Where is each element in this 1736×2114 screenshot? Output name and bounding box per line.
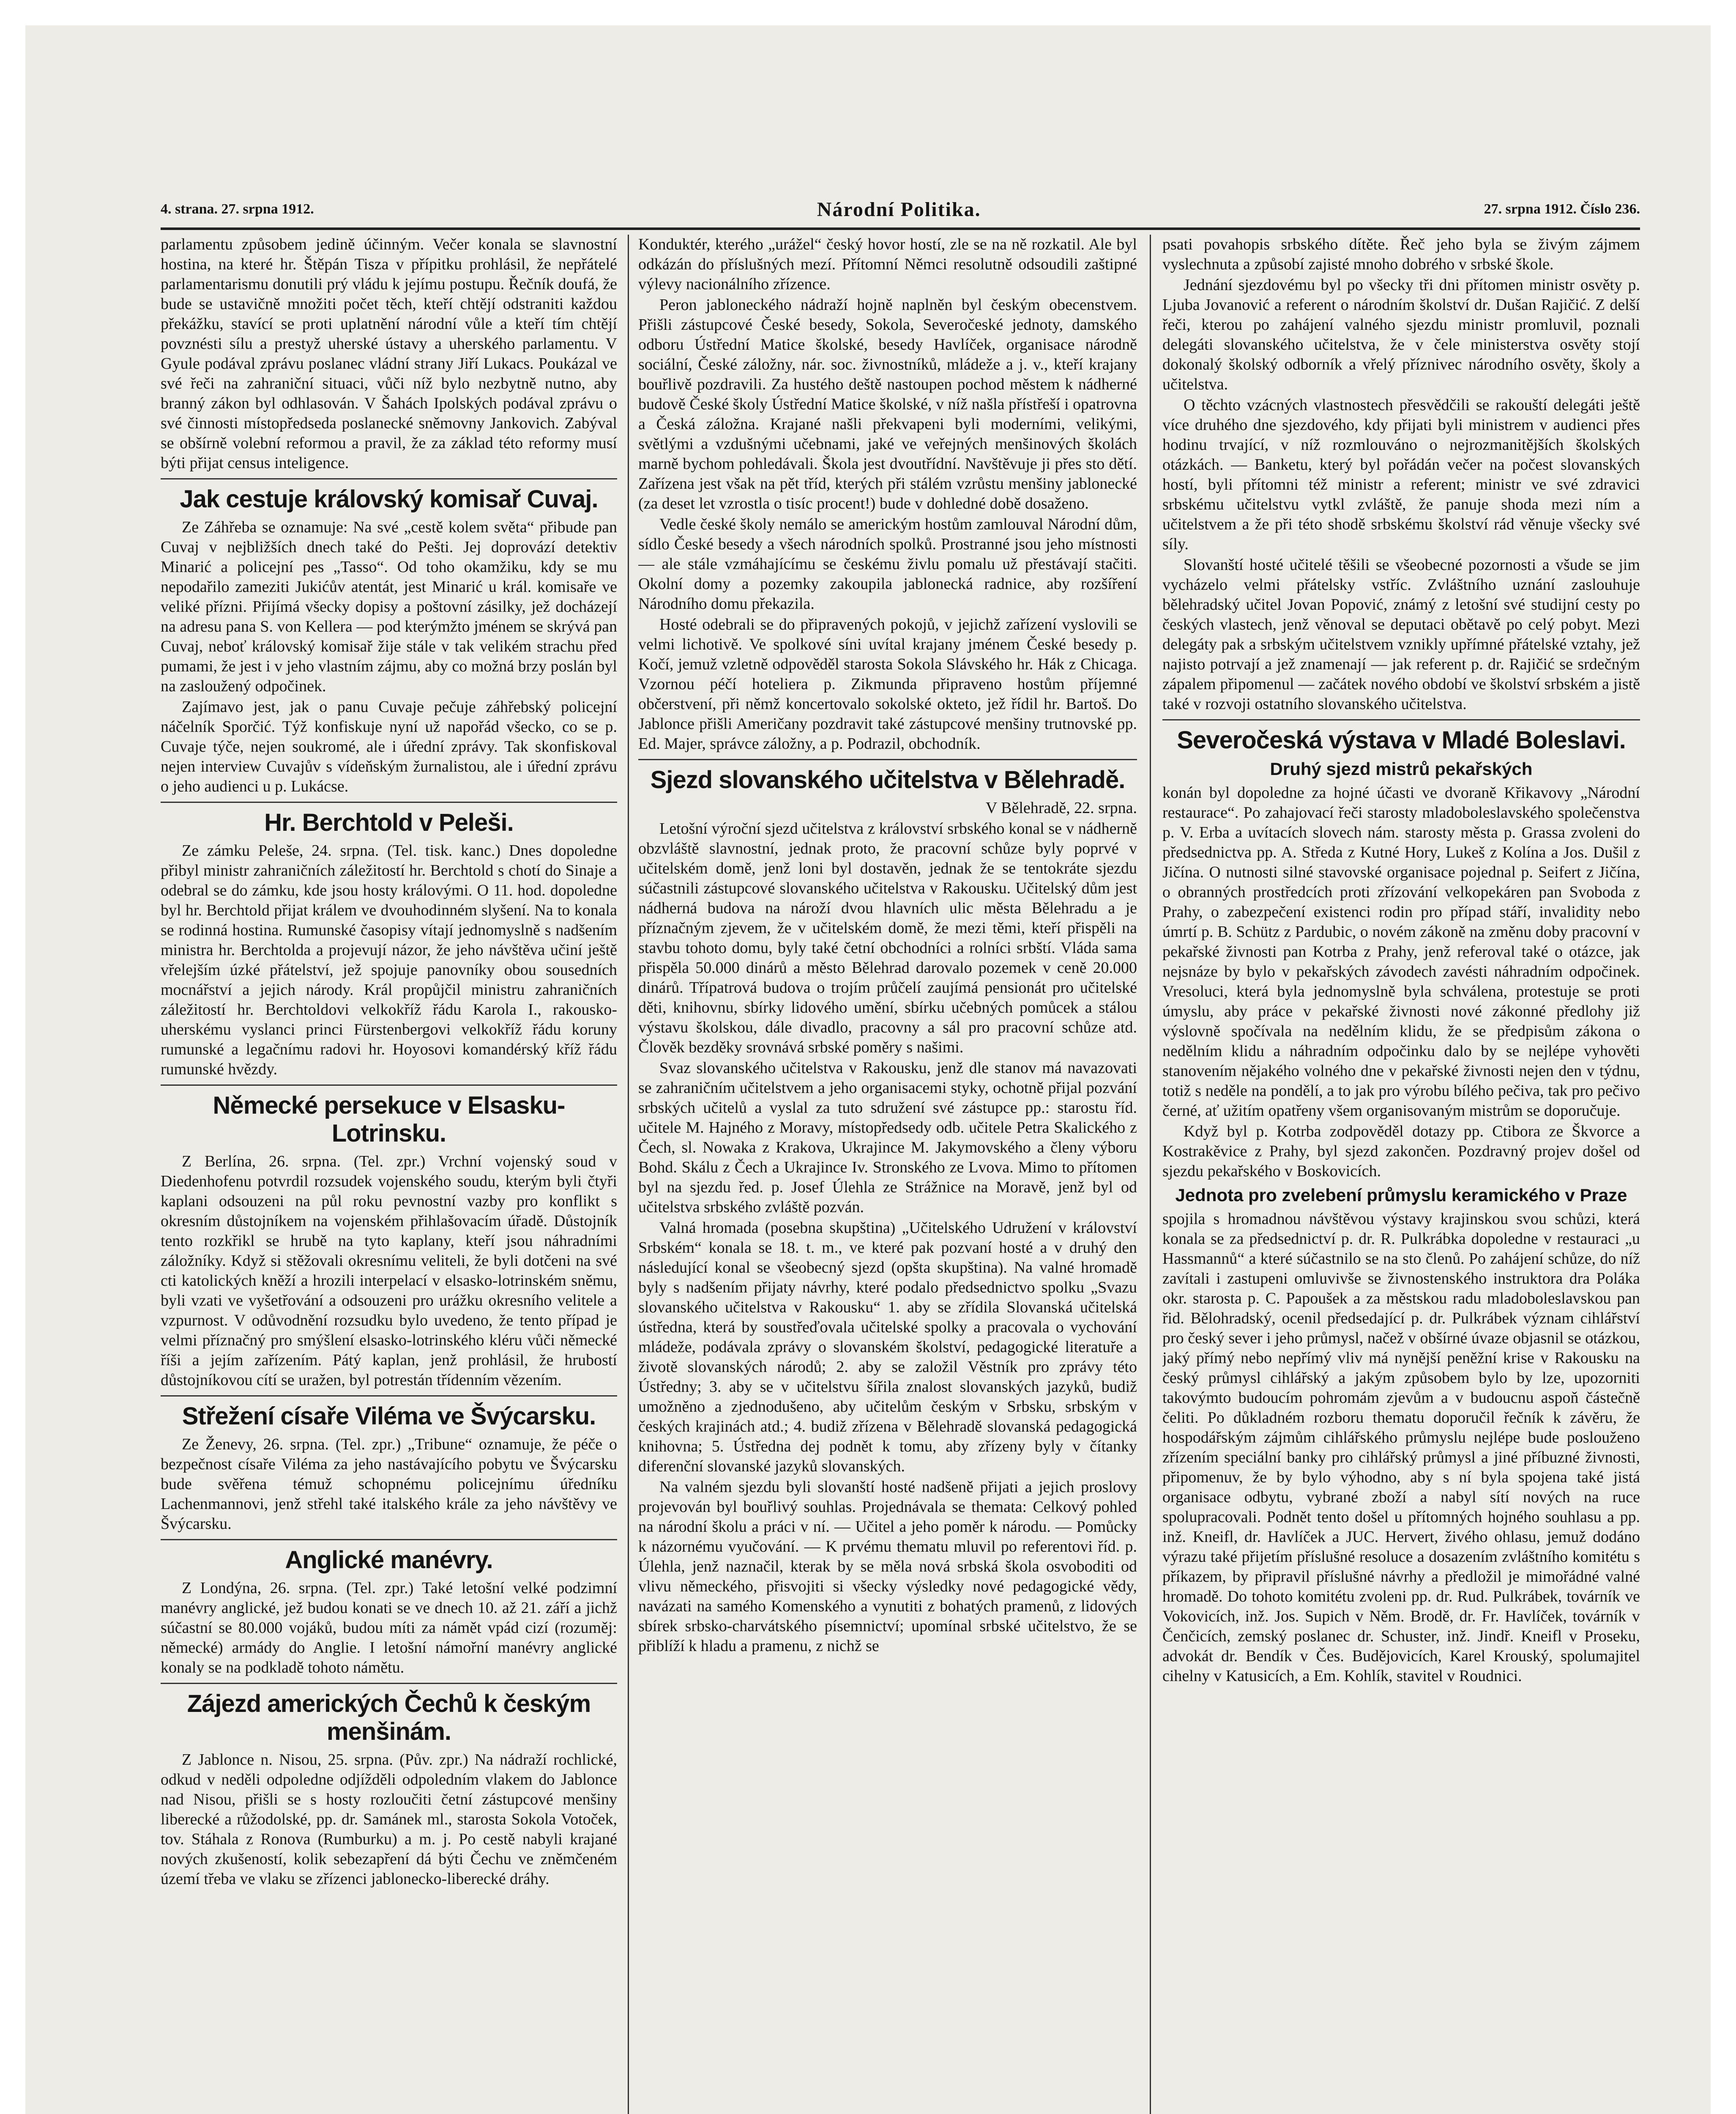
paragraph: Peron jabloneckého nádraží hojně naplněn byl českým obecenstvem. Přišli zástupcové České besedy, Sokola, Severočeské jednoty, damského odboru Ústřední Matice školské, besedy Havlíček, organisace národně sociální, České záložny, nár. soc. živnostníků, mládeže a j. v., kteří krajany bouřlivě pozdravili. Za hustého deště nastoupen pochod městem k nádherné budově České školy Ústřední Matice školské, v níž našla přístřeší i opatrovna a Česká záložna. Krajané našli překvapeni byli moderními, velikými, světlými a vzdušnými učebnami, jaké ve veřejných menšinových školách marně bychom pohledávali. Škola jest dvoutřídní. Navštěvuje ji přes sto dětí. Zařízena jest však na pět tříd, kterých při stálém vzrůstu menšiny jablonecké (za deset let vzrostla o tisíc procent!) bude v dohledné době dosaženo. <box>638 296 1137 512</box>
paragraph: Ze Záhřeba se oznamuje: Na své „cestě kolem světa“ přibude pan Cuvaj v nejbližších dnech také do Pešti. Jej doprovází detektiv Minarić a policejní pes „Tasso“. Od toho okamžiku, kdy se mu nepodařilo zameziti Jukićův atentát, jest Minarić u král. komisaře ve veliké přízni. Přijímá všecky dopisy a poštovní zásilky, jež docházejí na adresu pana S. von Kellera — pod kterýmžto jménem se skrývá pan Cuvaj, neboť královský komisař žije stále v tak velikém strachu před pumami, že jest i v jeho vlastním zájmu, aby co možná brzy poslán byl na zasloužený odpočinek. <box>161 518 617 695</box>
subheadline-pekari: Druhý sjezd mistrů pekařských <box>1270 759 1533 779</box>
paragraph: Ze zámku Peleše, 24. srpna. (Tel. tisk. kanc.) Dnes dopoledne přibyl ministr zahraničních záležitostí hr. Berchtold s chotí do Sinaje a odebral se do zámku, kde jsou hosty královými. O 11. hod. dopoledne byl hr. Berchtold přijat králem ve dvouhodinném slyšení. Na to konala se rodinná hostina. Rumunské časopisy vítají jednomyslně s nadšením ministra hr. Berchtolda a projevují názor, že jeho návštěva učiní ještě vřelejším úzké přátelství, jež spojuje panovníky obou sousedních mocnářství a jejich národy. Král propůjčil ministru zahraničních záležitostí hr. Berchtoldovi velkokříž řádu Karola I., rakousko-uherskému vyslanci princi Fürstenbergovi velkokříž řádu koruny rumunské a legačnímu radovi hr. Hoyosovi komandérský kříž řádu rumunské hvězdy. <box>161 842 617 1078</box>
paragraph: Jednání sjezdovému byl po všecky tři dni přítomen ministr osvěty p. Ljuba Jovanović a referent o národním školství dr. Dušan Rajičić. Z delší řeči, kterou po zahájení valného sjezdu ministr promluvil, poznali delegáti slovanského učitelstva, že v čele ministerstva osvěty stojí dokonalý školský odborník a vřelý příznivec národního osvěty, školy a učitelstva. <box>1162 276 1640 393</box>
headline-manevry: Anglické manévry. <box>285 1546 493 1574</box>
dateline: V Bělehradě, 22. srpna. <box>985 799 1137 817</box>
page-header <box>161 194 1640 224</box>
paragraph: Valná hromada (posebna skupština) „Učitelského Udružení v království Srbském“ konala se 18. t. m., ve které pak pozvaní hosté a v druhý den následující konal se všeobecný sjezd (opšta skupština). Na valné hromadě byly s nadšením přijaty návrhy, které podalo předsednictvo spolku „Svazu slovanského učitelstva v Rakousku“ 1. aby se zřídila Slovanská učitelská ústředna, která by soustřeďovala učitelské spolky a pracovala o vychování mládeže, podávala zprávy o slovanském školství, pedagogické literatuře a životě slovanských národů; 2. aby se založil Věstník pro zprávy této Ústředny; 3. aby se v učitelstvu šířila znalost slovanských jazyků, budiž umožněno a zjednodušeno, aby učitelům českým v Srbsku, srbským v českých krajinách atd.; 4. budiž zřízena v Bělehradě slovanská pedagogická knihovna; 5. Ústředna dej podnět k tomu, aby zřízeny byly v čítanky diferenční slovanské jazyků slovanských. <box>638 1219 1137 1475</box>
column-separator <box>1150 235 1151 2114</box>
headline-zajezd: Zájezd amerických Čechů k českým menšinám. <box>187 1690 591 1745</box>
newspaper-page <box>25 25 1711 2114</box>
paragraph: Letošní výroční sjezd učitelstva z království srbského konal se v nádherně obzvláště slavnostní, jednak proto, že pracovní schůze byly poprvé v učitelském domě, jenž loni byl dostavěn, jednak že se tentokráte sjezdu súčastnili zástupcové slovanského učitelstva v Rakousku. Učitelský dům jest nádherná budova na nároží dvou hlavních ulic města Bělehradu a je příznačným zjevem, že v učitelském domě, že mezi těmi, kteří přispěli na stavbu tohoto domu, byly také četní obchodníci a rolníci srbští. Vláda sama přispěla 50.000 dinárů a město Bělehrad darovalo pozemek v ceně 20.000 dinárů. Třípatrová budova o trojím průčelí zaujímá pensionát pro učitelské děti, knihovnu, sbírky lidového umění, sbírku učebných pomůcek a stálou výstavu školskou, dále divadlo, pracovny a sál pro pracovní schůze atd. Člověk bezděky srovnává srbské poměry s našimi. <box>638 820 1137 1056</box>
paragraph: Z Jablonce n. Nisou, 25. srpna. (Pův. zpr.) Na nádraží rochlické, odkud v neděli odpoledne odjížděli odpoledním vlakem do Jablonce nad Nisou, přišli se s hosty rozloučiti četní zástupcové menšiny liberecké a růžodolské, pp. dr. Samánek ml., starosta Sokola Votoček, tov. Stáhala z Ronova (Rumburku) a m. j. Po cestě nabyli krajané nových zkušeností, kolik sebezapření dá býti Čechu ve zněmčeném území třeba ve vlaku se zřízenci jablonecko-liberecké dráhy. <box>161 1751 617 1888</box>
divider <box>161 478 617 479</box>
paragraph: Konduktér, kterého „urážel“ český hovor hostí, zle se na ně rozkatil. Ale byl odkázán do příslušných mezí. Přítomní Němci resolutně odsoudili zaštipné výlevy nacionálního zřízence. <box>638 235 1137 293</box>
divider <box>638 759 1137 760</box>
paragraph: Zajímavo jest, jak o panu Cuvaje pečuje záhřebský policejní náčelník Sporčić. Týž konfiskuje nyní už napořád všecko, co se p. Cuvaje týče, nejen soukromé, ale i úřední zprávy. Tak skonfiskoval nejen interview Cuvajův s vídeňským žurnalistou, ale i úřední zprávu o jeho audienci u p. Lukácse. <box>161 698 617 795</box>
paragraph: Ze Ženevy, 26. srpna. (Tel. zpr.) „Tribune“ oznamuje, že péče o bezpečnost císaře Viléma za jeho nastávajícího pobytu ve Švýcarsku bude svěřena témuž schopnému policejnímu úředníku Lachenmannovi, jenž střehl také italského krále za jeho návštěvy ve Švýcarsku. <box>161 1435 617 1533</box>
column-2 <box>638 235 1137 2114</box>
paragraph: Vedle české školy nemálo se americkým hostům zamlouval Národní dům, sídlo České besedy a všech národních spolků. Prostranné jsou jeho místnosti — ale stále vzmáhajícímu se českému živlu pomalu už přestávají stačiti. Okolní domy a pozemky zakoupila jablonecká radnice, aby rozšíření Národního domu překazila. <box>638 515 1137 613</box>
headline-vilem: Střežení císaře Viléma ve Švýcarsku. <box>182 1402 596 1430</box>
headline-elsasko: Německé persekuce v Elsasku-Lotrinsku. <box>213 1092 565 1147</box>
headline-cuvaj: Jak cestuje královský komisař Cuvaj. <box>180 485 598 513</box>
column-separator <box>628 235 629 2114</box>
headline-sjezd: Sjezd slovanského učitelstva v Bělehradě. <box>650 766 1125 794</box>
paragraph: Hosté odebrali se do připravených pokojů, v jejichž zařízení vyslovili se velmi lichotivě. Ve spolkové síni uvítal krajany jménem České besedy p. Kočí, jemuž vzletně odpověděl starosta Sokola Slávského hr. Hák z Chicaga. Vzornou péčí hoteliera p. Zikmunda připraveno hostům příjemné občerstvení, při němž koncertovalo sokolské okteto, jež řídil hr. Bartoš. Do Jablonce přišli Američany pozdravit také zástupcové menšiny trutnovské pp. Ed. Majer, správce záložny, a p. Podrazil, obchodník. <box>638 616 1137 753</box>
column-1 <box>161 235 617 2114</box>
headline-vystava: Severočeská výstava v Mladé Boleslavi. <box>1177 726 1626 754</box>
divider <box>161 1683 617 1684</box>
paragraph: spojila s hromadnou návštěvou výstavy krajinskou svou schůzi, která konala se za předsednictví p. dr. R. Pulkrábka dopoledne v restauraci „u Hassmannů“ a které súčastnilo se na sto členů. Po zahájení schůze, do níž zavítali i zastupeni omluvivše se živnostenského instruktora dra Poláka okr. starosta p. C. Papoušek a za městskou radu mladoboleslavskou pan řid. Bělohradský, ocenil předsedající p. dr. Pulkrábek význam cihlářství pro český sever i jeho průmysl, načež v obšírné úvaze objasnil se otázkou, jaký přímý nebo nepřímý vliv má nynější peněžní krise v Rakousku na český průmysl cihlářský a jakým způsobem bylo by lze, upozorniti takovýmto budoucím pohromám zjevům a v budoucnu aspoň částečně čeliti. Po důkladném rozboru thematu doporučil řečník k závěru, že hospodářským zájmům cihlářského průmyslu nejlépe bude poslouženo zřízením speciální banky pro cihlářský průmysl a jiné příbuzné živnosti, připomenuv, že by bylo výhodno, aby s ní byla spojena také jistá organisace odbytu, vybrané zboží a nabyl sítí nových na ruce spolupracovali. Podnět tento došel u přítomných hojného souhlasu a pp. inž. Kneifl, dr. Havlíček a JUC. Hervert, živého ohlasu, jemuž dodáno výrazu také přijetím příslušné resoluce a dosazením zvláštního komitétu s příkazem, by připravil příslušné návrhy a předložil je mimořádné valné hromadě. Do tohoto komitétu zvoleni pp. dr. Rud. Pulkrábek, továrník ve Vokovicích, inž. Jos. Supich v Něm. Brodě, dr. Fr. Havlíček, továrník v Čenčicích, zemský poslanec dr. Schuster, inž. Jindř. Kneifl v Proseku, advokát dr. Bendík v Čes. Budějovicích, Karel Krouský, spolumajitel cihelny v Katusicích, a Em. Kohlík, stavitel v Roudnici. <box>1162 1210 1640 1685</box>
divider <box>161 1084 617 1086</box>
paragraph: parlamentu způsobem jedině účinným. Večer konala se slavnostní hostina, na které hr. Štěpán Tisza v přípitku prohlásil, že nepřátelé parlamentarismu donutili prý vládu k jejímu postupu. Řečník doufá, že bude se ustavičně množiti počet těch, kteří chtějí odstraniti každou překážku, stavící se proti uplatnění národní vůle a kteří tím chtějí povznésti sílu a prestyž uherské ústavy a uherského parlamentu. V Gyule podával zprávu poslanec vládní strany Jiří Lukacs. Poukázal ve své řeči na zahraniční situaci, vůči níž bylo nezbytně nutno, aby branný zákon byl odhlasován. V Šahách Ipolských podával zprávu o své činnosti místopředseda poslanecké sněmovny Jankovich. Zabýval se obšírně volební reformou a pravil, že za základ této reformy musí býti přijat census inteligence. <box>161 235 617 472</box>
column-3 <box>1162 235 1640 2114</box>
paragraph: Z Londýna, 26. srpna. (Tel. zpr.) Také letošní velké podzimní manévry anglické, jež budou konati se ve dnech 10. až 21. září a jichž súčastní se 80.000 vojáků, budou míti za námět vpád cizí (rozuměj: německé) armády do Anglie. I letošní námořní manévry anglické konaly se na podkladě tohoto námětu. <box>161 1579 617 1676</box>
header-left: 4. strana. 27. srpna 1912. <box>161 201 314 217</box>
header-right: 27. srpna 1912. Číslo 236. <box>1484 201 1640 217</box>
divider <box>161 802 617 803</box>
divider <box>1162 719 1640 720</box>
masthead-title: Národní Politika. <box>817 198 981 221</box>
paragraph: psati povahopis srbského dítěte. Řeč jeho byla se živým zájmem vyslechnuta a způsobí zajisté mnoho dobrého v srbské škole. <box>1162 235 1640 273</box>
paragraph: Když byl p. Kotrba zodpověděl dotazy pp. Ctibora ze Škvorce a Kostrakěvice z Prahy, byl sjezd zakončen. Pozdravný projev došel od sjezdu pekařského v Boskovicích. <box>1162 1123 1640 1180</box>
divider <box>161 1539 617 1540</box>
divider <box>161 1395 617 1397</box>
paragraph: O těchto vzácných vlastnostech přesvědčili se rakouští delegáti ještě více druhého dne sjezdového, kdy přijati byli ministrem v audienci přes hodinu trvající, v níž rozmlouváno o nejrozmanitějších školských otázkách. — Banketu, který byl pořádán večer na počest slovanských hostí, byli přítomni též ministr a referent; ministr ve své zdravici srbskému učitelstvu vytkl zvláště, že panuje shoda mezi ním a učitelstvem a že při této shodě srbskému školství rád věnuje všecky své síly. <box>1162 396 1640 553</box>
paragraph: konán byl dopoledne za hojné účasti ve dvoraně Křikavovy „Národní restaurace“. Po zahajovací řeči starosty mladoboleslavského společenstva p. V. Erba a uvítacích slovech nám. starosty města p. Grassa zvoleni do předsednictva pp. A. Středa z Kutné Hory, Lukeš z Kolína a Jos. Dušil z Jičína. O nutnosti silné stavovské organisace pojednal p. Seifert z Jičína, o obranných prostředcích proti zřízování velkopekáren pan Svoboda z Prahy, o zabezpečení existenci rodin pro případ stáří, invalidity nebo úmrtí p. B. Schütz z Pardubic, o novém zákoně na změnu doby pracovní v pekařské živnosti pan Kotrba z Prahy, jenž referoval také o otázce, jak nejsnáze by bylo v pekařských závodech zavésti náhradním odpočinek. Vresoluci, která byla jednomyslně byla schválena, protestuje se proti úmyslu, aby práce v pekařské živnosti nové zákonné předlohy již výslovně spočívala na nedělním klidu, že se předpisům zákona o nedělním klidu a náhradním odpočinku dalo by se nejlépe vyhověti stanovením nějakého volného dne v pekařské živnosti nejen den v týdnu, totiž s neděle na pondělí, a to jak pro výrobu bílého pečiva, tak pro pečivo černé, ať užitím opatřeny všem organisovaným mistrům se doporučuje. <box>1162 784 1640 1120</box>
paragraph: Z Berlína, 26. srpna. (Tel. zpr.) Vrchní vojenský soud v Diedenhofenu potvrdil rozsudek vojenského soudu, kterým byli čtyři kaplani odsouzeni na půl roku pevnostní vazby pro konflikt s okresním důstojníkem na vojenském přihlašovacím úřadě. Důstojník tento rozkřikl se hrubě na tyto kaplany, kteří jsou náhradními záložníky. Když si stěžovali okresnímu veliteli, že byli dotčeni na své cti katolických kněží a hrozili interpelací v elsasko-lotrinském sněmu, byli vzati ve vyšetřování a odsouzeni pro urážku okresního velitele a vzpurnost. V odůvodnění rozsudku bylo uvedeno, že tento případ je velmi příznačný pro smýšlení elsasko-lotrinského kléru vůči německé říši a jejím zařízením. Pátý kaplan, jenž prohlásil, že hrubostí důstojníkovou cítí se uražen, byl potrestán třídenním vězením. <box>161 1153 617 1389</box>
header-rule <box>161 227 1640 230</box>
paragraph: Svaz slovanského učitelstva v Rakousku, jenž dle stanov má navazovati se zahraničním učitelstvem a jeho organisacemi styky, ochotně přijal pozvání srbských učitelů a vyslal za tuto sdružení své zástupce pp.: starostu říd. učitele M. Hajného z Moravy, místopředsedy odb. učitele Petra Skalického z Čech, sl. Nowaka z Krakova, Ukrajince M. Jakymovského a členy výboru Bohd. Skálu z Čech a Ukrajince Iv. Stronského ze Lvova. Mimo to přítomen byl na sjezdu řed. p. Josef Úlehla ze Strážnice na Moravě, jenž byl od učitelstva srbského zvláště pozván. <box>638 1059 1137 1216</box>
paragraph: Na valném sjezdu byli slovanští hosté nadšeně přijati a jejich proslovy projevován byl bouřlivý souhlas. Projednávala se themata: Celkový pohled na národní školu a práci v ní. — Učitel a jeho poměr k národu. — Pomůcky k názornému vyučování. — K prvému thematu mluvil po referentovi říd. p. Úlehla, jenž naznačil, kterak by se měla nová srbská škola osvoboditi od vlivu německého, přisvojiti si všecky výsledky nové pedagogické vědy, navázati na samého Komenského a vynutiti z bohatých pramenů, z lidových sbírek srbsko-charvátského písemnictví; upomínal srbské učitelstvo, že se přiblíží k hladu a pramenu, z nichž se <box>638 1478 1137 1655</box>
headline-berchtold: Hr. Berchtold v Peleši. <box>264 809 514 836</box>
subheadline-keramika: Jednota pro zvelebení průmyslu keramického v Praze <box>1175 1185 1627 1205</box>
paragraph: Slovanští hosté učitelé těšili se všeobecné pozornosti a všude se jim vycházelo velmi přátelsky vstříc. Zvláštního uznání zaslouhuje bělehradský učitel Jovan Popović, známý z letošní své studijní cesty po českých vlastech, jenž věnoval se deputaci obětavě po celý pobyt. Mezi delegáty pak a srbským učitelstvem vznikly upřímné přátelské vztahy, jež najisto potrvají a jež znamenají — jak referent p. dr. Rajičić se srdečným zápalem připomenul — začátek nového období ve školství srbském a jistě také v rozvoji ostatního slovanského učitelstva. <box>1162 556 1640 713</box>
